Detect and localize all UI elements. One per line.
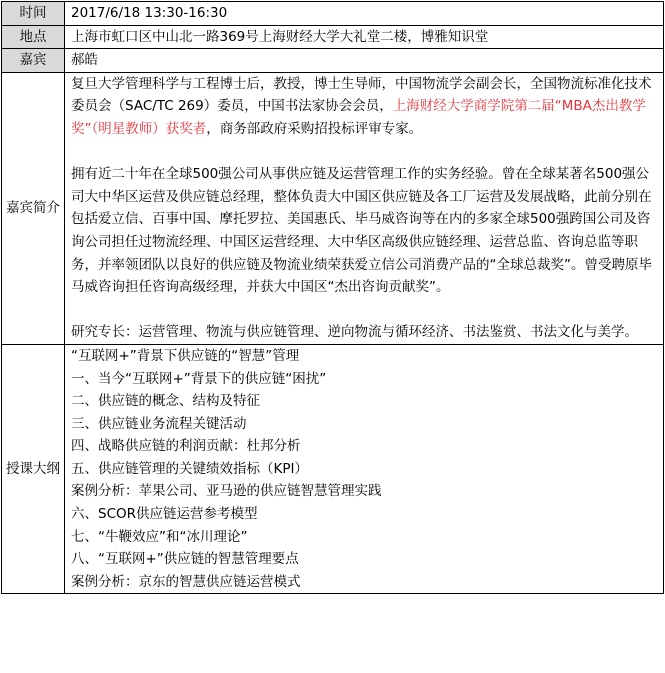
- outline-row: [2, 344, 664, 594]
- guest-value: 郝皓: [65, 49, 664, 73]
- bio-p1-text-b: ，商务部政府采购招投标评审专家。: [206, 120, 423, 137]
- guest-row: [2, 49, 664, 73]
- outline-case-study: 案例分析：京东的智慧供应链运营模式: [71, 573, 301, 590]
- paragraph-spacer: [71, 299, 659, 322]
- outline-item: 七、“牛鞭效应”和“冰川理论”: [71, 528, 248, 545]
- outline-content: [65, 344, 664, 594]
- outline-item: 八、“互联网+”供应链的智慧管理要点: [71, 551, 299, 568]
- outline-title: “互联网+”背景下供应链的“智慧”管理: [71, 347, 300, 364]
- place-label: 地点: [2, 25, 65, 49]
- outline-item: 二、供应链的概念、结构及特征: [71, 393, 260, 410]
- outline-item: 三、供应链业务流程关键活动: [71, 415, 247, 432]
- bio-paragraph-1: [71, 73, 659, 141]
- outline-item: 四、战略供应链的利润贡献：杜邦分析: [71, 438, 301, 455]
- outline-item: 六、SCOR供应链运营参考模型: [71, 506, 258, 523]
- place-value: 上海市虹口区中山北一路369号上海财经大学大礼堂二楼，博雅知识堂: [65, 25, 664, 49]
- time-value: 2017/6/18 13:30-16:30: [65, 2, 664, 26]
- bio-content: [65, 72, 664, 344]
- bio-label: 嘉宾简介: [2, 72, 65, 344]
- bio-p1-text-a: 复旦大学管理科学与工程博士后，教授，博士生导师，中国物流学会副会长，全国物流标准化技术委员会（SAC/TC 269）委员，中国书法家协会会员，: [71, 75, 652, 115]
- time-label: 时间: [2, 2, 65, 26]
- outline-case-study: 案例分析：苹果公司、亚马逊的供应链智慧管理实践: [71, 483, 382, 500]
- guest-label: 嘉宾: [2, 49, 65, 73]
- time-row: [2, 2, 664, 26]
- bio-paragraph-3: 研究专长：运营管理、物流与供应链管理、逆向物流与循环经济、书法鉴赏、书法文化与美学。: [71, 324, 638, 341]
- bio-paragraph-2: 拥有近二十年在全球500强公司从事供应链及运营管理工作的实务经验。曾在全球某著名500强公司大中华区运营及供应链总经理，整体负责大中国区供应链及各工厂运营及发展战略，此前分别在包括爱立信、百事中国、摩托罗拉、美国惠氏、毕马威咨询等在内的多家全球500强跨国公司及咨询公司担任过物流经理、中国区运营经理、大中华区高级供应链经理、运营总监、咨询总监等职务，并率领团队以良好的供应链及物流业绩荣获爱立信公司消费产品的“全球总裁奖”。曾受聘原毕马威咨询担任咨询高级经理，并获大中国区“杰出咨询贡献奖”。: [71, 166, 652, 296]
- event-info-table: [1, 1, 664, 594]
- bio-p1-award-highlight: 上海财经大学商学院第二届“MBA杰出教学奖”（明星教师）获奖者: [71, 98, 646, 137]
- outline-item: 一、当今“互联网+”背景下的供应链“困扰”: [71, 370, 327, 387]
- outline-label: 授课大纲: [2, 344, 65, 594]
- outline-item: 五、供应链管理的关键绩效指标（KPI）: [71, 460, 308, 477]
- paragraph-spacer: [71, 141, 659, 164]
- place-row: [2, 25, 664, 49]
- bio-row: [2, 72, 664, 344]
